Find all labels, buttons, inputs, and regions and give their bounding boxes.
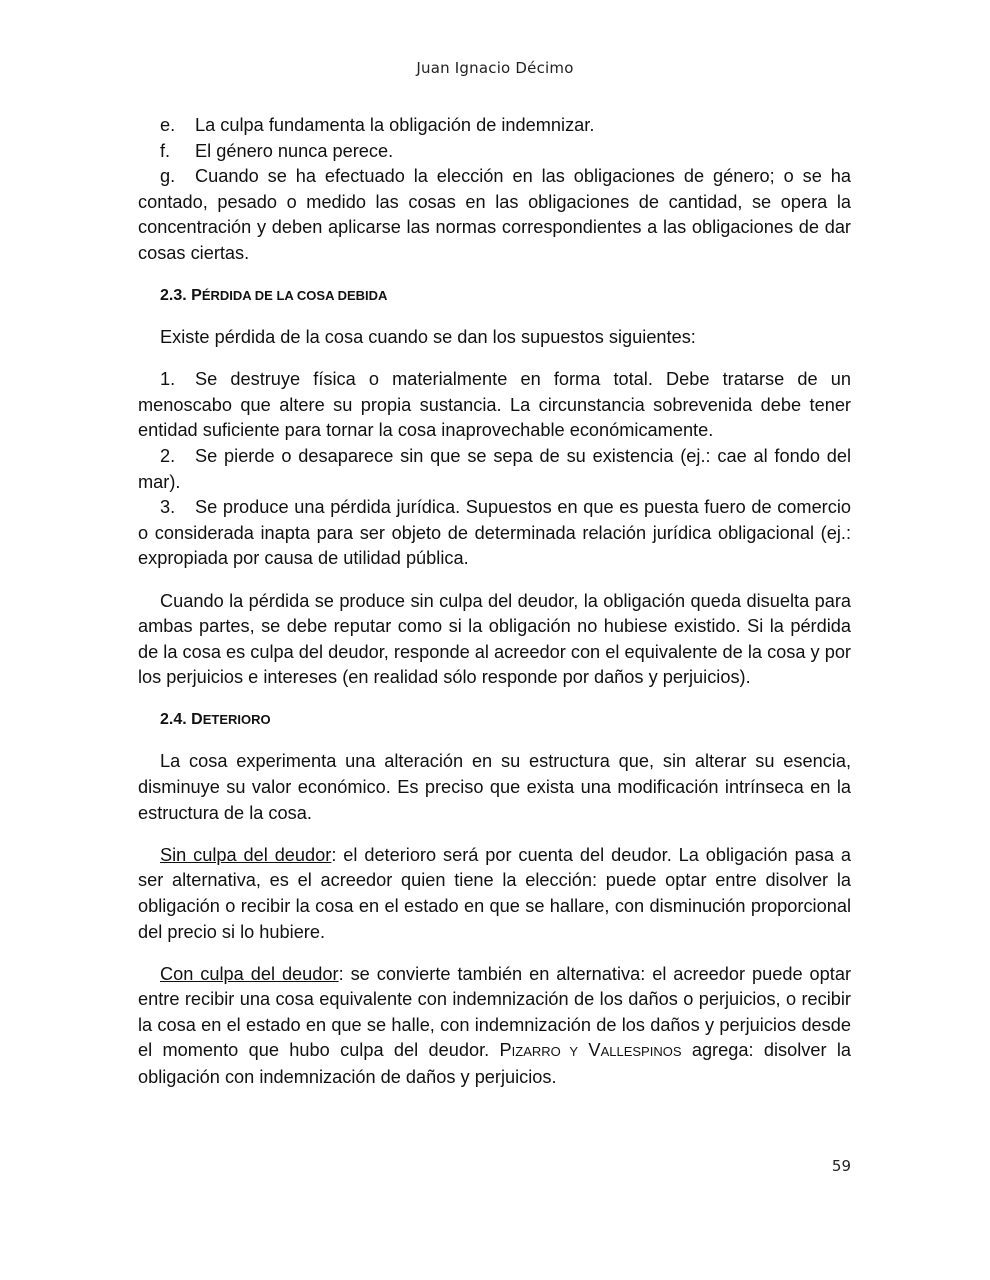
list-text: Cuando se ha efectuado la elección en las obligaciones de género; o se ha contado, pesado o medido las cosas en las obligaciones de cantidad, se opera la concentración y deben aplicarse las normas correspondientes a las obligaciones de dar cosas ciertas. — [138, 166, 851, 263]
section-2-4-intro: La cosa experimenta una alteración en su estructura que, sin alterar su esencia, disminuye su valor económico. Es preciso que exista una modificación intrínseca en la estructura de la cosa. — [138, 751, 851, 823]
list-label: g. — [160, 166, 176, 187]
list-item-f — [138, 139, 851, 165]
section-2-3-paragraph: Cuando la pérdida se produce sin culpa del deudor, la obligación queda disuelta para ambas partes, se debe reputar como si la obligación no hubiese existido. Si la pérdida de la cosa es culpa del deudor, responde al acreedor con el equivalente de la cosa y por los perjuicios e intereses (en realidad sólo responde por daños y perjuicios). — [138, 590, 851, 688]
page-body — [138, 113, 851, 1091]
con-culpa-end: agrega: disolver la obligación con indemnización de daños y perjuicios. — [138, 1040, 851, 1087]
sin-culpa-paragraph — [138, 843, 851, 945]
author-pizarro-rest: IZARRO Y — [511, 1044, 579, 1060]
list-label: 1. — [160, 369, 176, 390]
section-title-rest: ÉRDIDA DE LA COSA DEBIDA — [201, 288, 388, 304]
list-text: La culpa fundamenta la obligación de indemnizar. — [195, 115, 595, 135]
con-culpa-label: Con culpa del deudor — [160, 963, 339, 984]
section-heading-2-3 — [138, 283, 851, 309]
section-number: 2.4. — [160, 711, 187, 729]
con-culpa-text: : se convierte también en alternativa: el acreedor puede optar entre recibir una cosa equivalente con indemnización de los daños o perjuicios, o recibir la cosa en el estado en que se halle, con indemnización de los daños y perjuicios desde el momento que hubo culpa del deudor. — [138, 963, 851, 1061]
list-item-1 — [138, 367, 851, 444]
con-culpa-paragraph — [138, 962, 851, 1091]
author-vallespinos-initial: V — [588, 1040, 601, 1061]
section-number: 2.3. — [160, 287, 187, 305]
sin-culpa-label: Sin culpa del deudor — [160, 844, 332, 865]
list-text: Se pierde o desaparece sin que se sepa de su existencia (ej.: cae al fondo del mar). — [138, 446, 851, 492]
running-header-author: Juan Ignacio Décimo — [416, 59, 574, 77]
list-text: Se destruye física o materialmente en forma total. Debe tratarse de un menoscabo que altere su propia sustancia. La circunstancia sobrevenida debe tener entidad suficiente para tornar la cosa inaprovechable económicamente. — [138, 369, 851, 441]
section-title-initial: P — [191, 287, 202, 305]
author-pizarro-initial: P — [499, 1040, 512, 1061]
section-title-initial: D — [191, 711, 203, 729]
list-item-g — [138, 164, 851, 266]
list-label: 2. — [160, 446, 176, 467]
list-label: f. — [160, 140, 171, 161]
section-title-rest: ETERIORO — [202, 712, 271, 728]
list-text: El género nunca perece. — [195, 140, 394, 161]
list-item-2 — [138, 444, 851, 495]
list-label: 3. — [160, 497, 176, 518]
page-number: 59 — [831, 1157, 851, 1175]
section-2-3-intro: Existe pérdida de la cosa cuando se dan los supuestos siguientes: — [160, 327, 696, 348]
list-item-3 — [138, 495, 851, 572]
author-vallespinos-rest: ALLESPINOS — [600, 1044, 682, 1060]
section-heading-2-4 — [138, 707, 851, 733]
list-label: e. — [160, 115, 176, 135]
list-item-e — [138, 113, 851, 139]
list-text: Se produce una pérdida jurídica. Supuestos en que es puesta fuero de comercio o considerada inapta para ser objeto de determinada relación jurídica obligacional (ej.: expropiada por causa de utilidad pública. — [138, 497, 851, 569]
sin-culpa-text: : el deterioro será por cuenta del deudor. La obligación pasa a ser alternativa, es el acreedor quien tiene la elección: puede optar entre disolver la obligación o recibir la cosa en el estado en que se hallare, con disminución proporcional del precio si lo hubiere. — [138, 844, 852, 942]
